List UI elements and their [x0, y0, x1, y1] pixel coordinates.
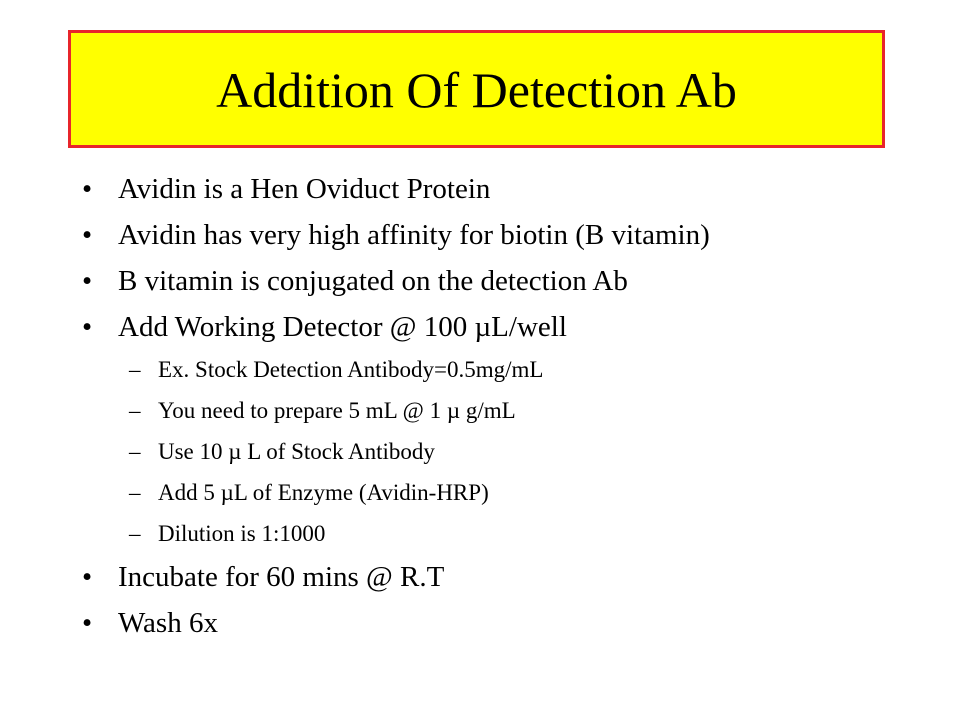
sub-bullet-marker: –: [129, 521, 141, 546]
bullet-text: Avidin has very high affinity for biotin (B vitamin): [118, 219, 710, 251]
bullet-marker: •: [82, 265, 93, 297]
bullet-text: Incubate for 60 mins @ R.T: [118, 561, 445, 593]
bullet-text: Avidin is a Hen Oviduct Protein: [118, 173, 491, 205]
bullet-item: [82, 310, 922, 344]
sub-bullet-marker: –: [129, 480, 141, 505]
bullet-item: [82, 264, 922, 298]
sub-bullet-item: [82, 438, 922, 466]
sub-bullet-text: Ex. Stock Detection Antibody=0.5mg/mL: [158, 357, 544, 382]
bullet-item: [82, 606, 922, 640]
sub-bullet-text: Dilution is 1:1000: [158, 521, 326, 546]
sub-bullet-text: You need to prepare 5 mL @ 1 µ g/mL: [158, 398, 516, 423]
bullet-list: [82, 172, 922, 640]
bullet-marker: •: [82, 173, 93, 205]
bullet-item: [82, 560, 922, 594]
sub-bullet-marker: –: [129, 357, 141, 382]
bullet-marker: •: [82, 561, 93, 593]
sub-bullet-item: [82, 356, 922, 384]
title-box: [68, 30, 885, 148]
sub-bullet-marker: –: [129, 398, 141, 423]
sub-bullet-item: [82, 520, 922, 548]
bullet-marker: •: [82, 311, 93, 343]
bullet-item: [82, 172, 922, 206]
bullet-marker: •: [82, 219, 93, 251]
sub-bullet-text: Add 5 µL of Enzyme (Avidin-HRP): [158, 480, 489, 505]
slide-title: Addition Of Detection Ab: [216, 62, 737, 118]
bullet-text: Wash 6x: [118, 607, 218, 639]
bullet-item: [82, 218, 922, 252]
bullet-text: B vitamin is conjugated on the detection Ab: [118, 265, 628, 297]
sub-bullet-text: Use 10 µ L of Stock Antibody: [158, 439, 435, 464]
bullet-text: Add Working Detector @ 100 µL/well: [118, 311, 567, 343]
sub-bullet-marker: –: [129, 439, 141, 464]
sub-bullet-item: [82, 397, 922, 425]
sub-bullet-item: [82, 479, 922, 507]
bullet-marker: •: [82, 607, 93, 639]
